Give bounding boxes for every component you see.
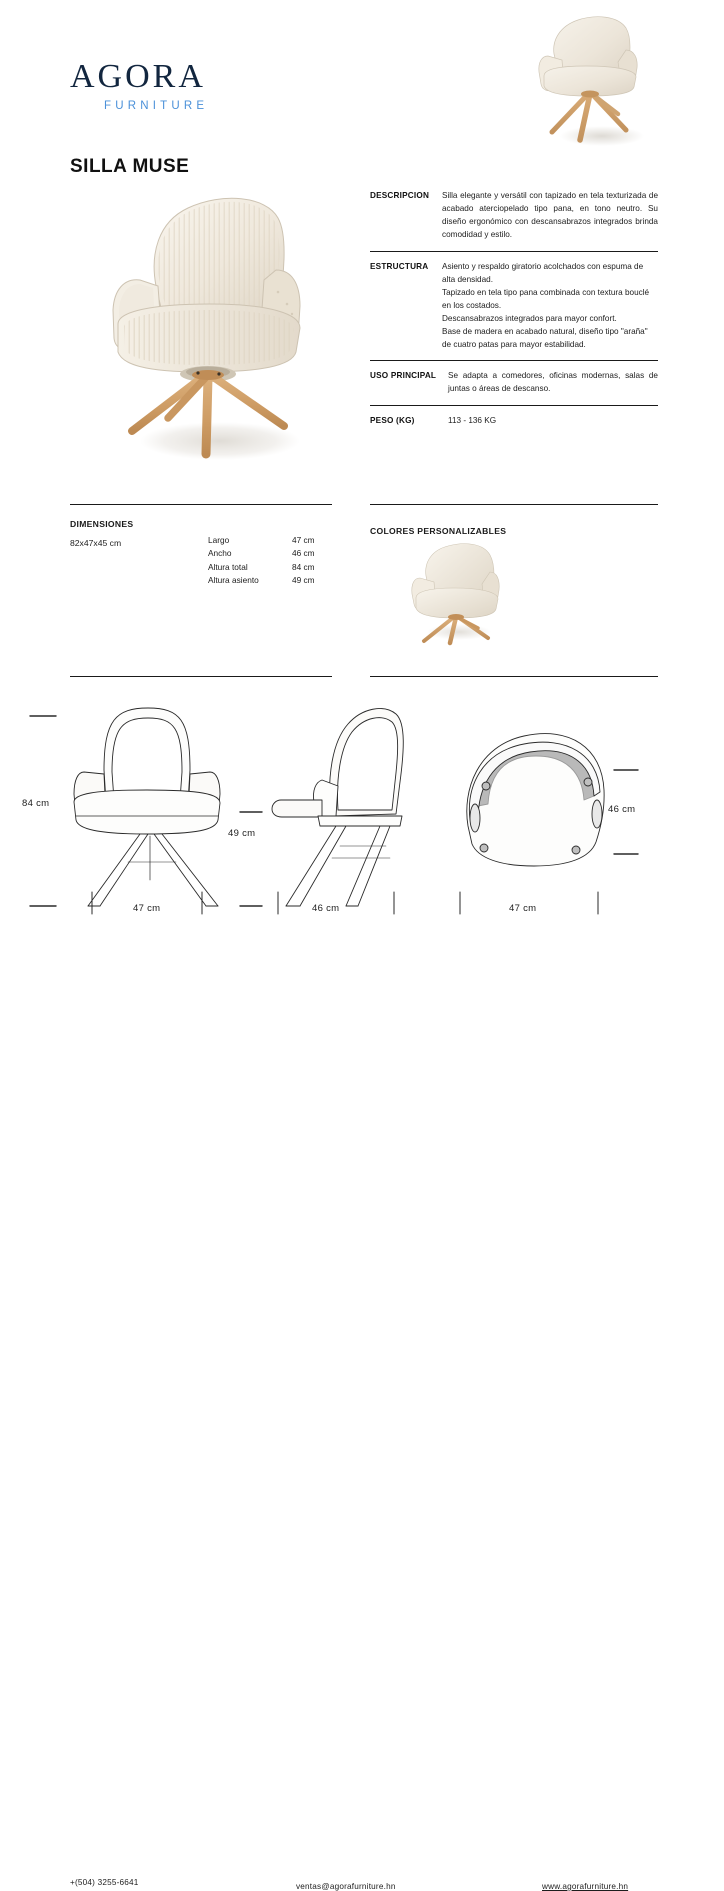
tech-label-top-width: 47 cm xyxy=(509,903,537,914)
spec-value-descripcion: Silla elegante y versátil con tapizado en tela texturizada de acabado aterciopelado tipo pana, en tono neutro. Su diseño ergonómico con descansabrazos integrados brinda comodidad y estilo. xyxy=(442,191,658,239)
tech-label-seat-height: 49 cm xyxy=(228,828,256,839)
page-title: SILLA MUSE xyxy=(70,156,190,177)
dimension-row xyxy=(208,561,338,574)
side-view-drawing xyxy=(272,709,403,906)
spec-row-uso-principal xyxy=(370,360,658,405)
estructura-line: Descansabrazos integrados para mayor confort. xyxy=(442,313,617,323)
dimension-row xyxy=(208,547,338,560)
dimension-value: 47 cm xyxy=(292,535,315,545)
spec-row-descripcion xyxy=(370,190,658,251)
tech-label-front-height: 84 cm xyxy=(22,798,50,809)
dimension-row xyxy=(208,534,338,547)
specification-table xyxy=(370,190,658,437)
footer-email[interactable]: ventas@agorafurniture.hn xyxy=(296,1882,396,1891)
estructura-line: Tapizado en tela tipo pana combinada con textura bouclé en los costados. xyxy=(442,287,650,310)
footer xyxy=(0,938,724,1891)
dimension-value: 49 cm xyxy=(292,575,315,586)
brand-name: AGORA xyxy=(70,58,206,95)
dimension-name: Altura total xyxy=(208,561,248,572)
top-view-drawing xyxy=(467,734,604,866)
tech-label-front-width: 47 cm xyxy=(133,903,161,914)
estructura-line: Base de madera en acabado natural, diseño tipo "araña" de cuatro patas para mayor estabilidad. xyxy=(442,326,648,349)
dimension-row xyxy=(208,574,338,587)
dimension-name: Ancho xyxy=(208,548,232,559)
spec-label-uso-principal: USO PRINCIPAL xyxy=(370,371,437,381)
product-photo-main xyxy=(88,188,350,478)
spec-value-uso-principal: Se adapta a comedores, oficinas modernas, salas de juntas o áreas de descanso. xyxy=(448,371,658,394)
dimensions-heading: DIMENSIONES xyxy=(70,519,134,529)
estructura-line: Asiento y respaldo giratorio acolchados con espuma de alta densidad. xyxy=(442,261,644,284)
color-swatch-photo xyxy=(404,540,524,645)
dimensions-table xyxy=(208,534,338,588)
dimension-value: 84 cm xyxy=(292,561,315,572)
spec-label-descripcion: DESCRIPCION xyxy=(370,191,430,200)
colors-heading: COLORES PERSONALIZABLES xyxy=(370,526,507,536)
divider-technical-right xyxy=(370,676,658,677)
brand-logo xyxy=(70,60,290,112)
spec-value-peso: 113 - 136 KG xyxy=(448,416,497,426)
spec-label-peso: PESO (KG) xyxy=(370,416,415,426)
dimension-name: Largo xyxy=(208,535,230,545)
dimension-name: Altura asiento xyxy=(208,575,259,586)
dimension-value: 46 cm xyxy=(292,548,315,559)
dimensions-overall: 82x47x45 cm xyxy=(70,538,122,548)
footer-website[interactable]: www.agorafurniture.hn xyxy=(542,1882,629,1891)
divider-dimensions xyxy=(70,504,332,505)
spec-row-estructura xyxy=(370,251,658,361)
divider-colors xyxy=(370,504,658,505)
tech-label-side-depth: 46 cm xyxy=(312,903,340,914)
brand-tagline: FURNITURE xyxy=(104,100,209,112)
front-view-drawing xyxy=(74,708,220,906)
spec-label-estructura: ESTRUCTURA xyxy=(370,261,429,271)
product-photo-thumbnail xyxy=(522,4,682,154)
footer-phone[interactable]: +(504) 3255-6641 xyxy=(70,1878,139,1887)
spec-value-estructura xyxy=(442,261,658,352)
spec-row-peso xyxy=(370,405,658,437)
divider-technical-left xyxy=(70,676,332,677)
tech-label-top-depth: 46 cm xyxy=(608,804,636,815)
